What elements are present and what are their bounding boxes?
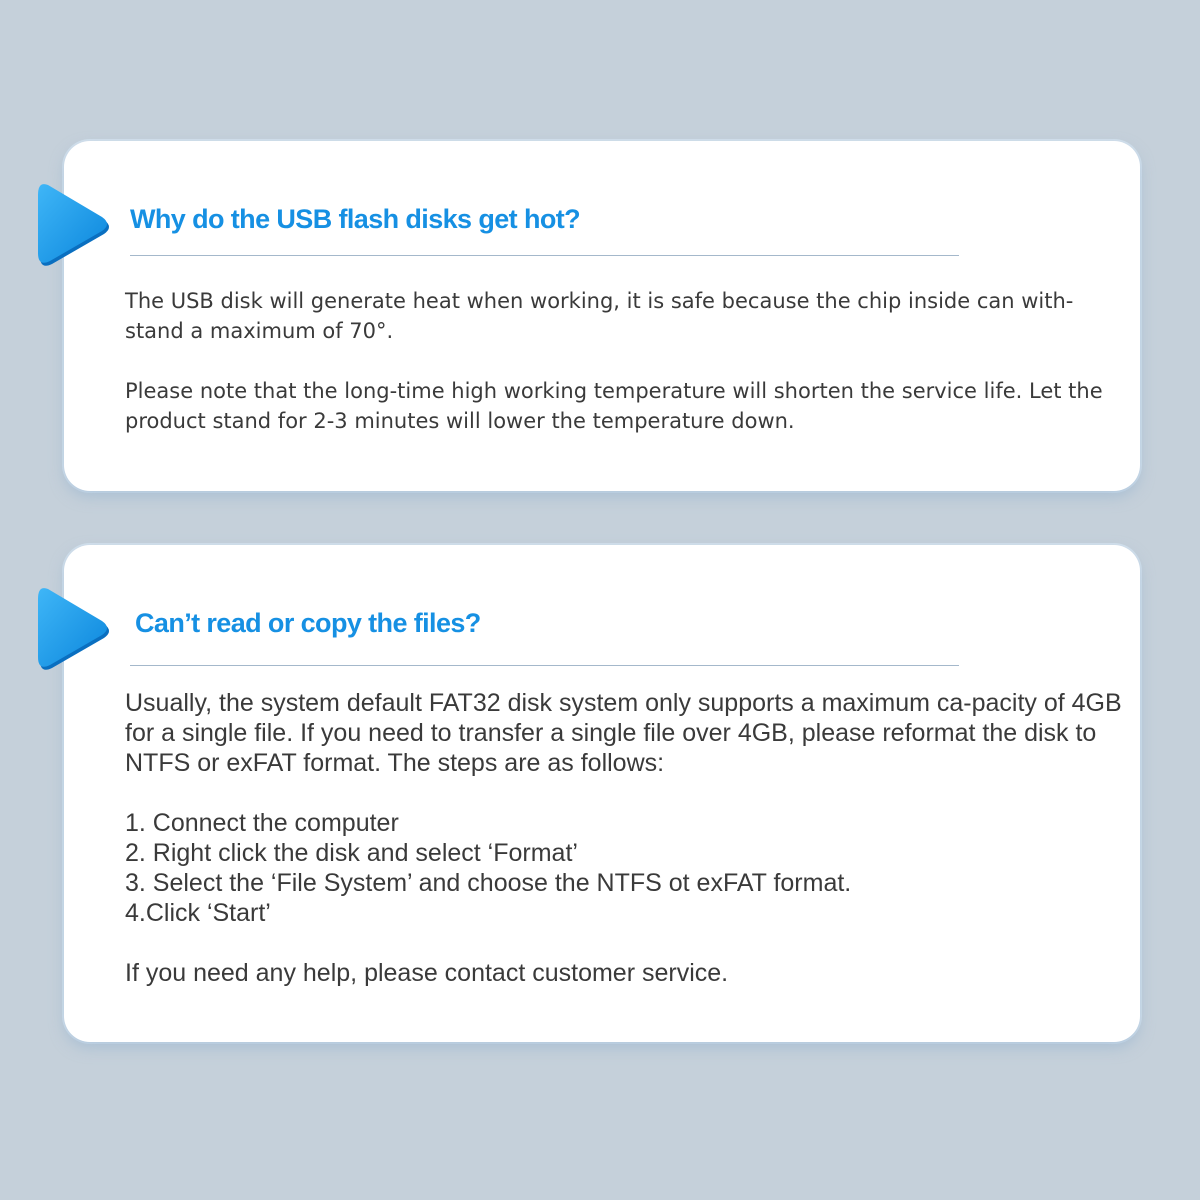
- answer-paragraph: Please note that the long-time high working temperature will shorten the service life. Let the product stand for 2-3 minutes will lower the temperature down.: [125, 379, 1103, 433]
- answer-closing: If you need any help, please contact customer service.: [125, 959, 729, 987]
- play-triangle-icon: [34, 585, 110, 671]
- answer-intro: Usually, the system default FAT32 disk system only supports a maximum ca-pacity of 4GB for a single file. If you need to transfer a single file over 4GB, please reformat the disk to NTFS or exFAT format. The steps are as follows:: [125, 689, 1122, 777]
- faq-answer: [125, 688, 1135, 988]
- play-triangle-icon: [34, 181, 110, 267]
- step-item: 2. Right click the disk and select ‘Format’: [125, 839, 578, 867]
- faq-card-file-copy: [64, 545, 1140, 1042]
- step-item: 1. Connect the computer: [125, 809, 399, 837]
- faq-answer: [125, 286, 1125, 436]
- step-item: 4.Click ‘Start’: [125, 899, 271, 927]
- step-item: 3. Select the ‘File System’ and choose the NTFS ot exFAT format.: [125, 869, 852, 897]
- answer-paragraph: The USB disk will generate heat when working, it is safe because the chip inside can with-stand a maximum of 70°.: [125, 289, 1074, 343]
- title-divider: [130, 255, 959, 256]
- faq-question-title: Why do the USB flash disks get hot?: [130, 204, 581, 234]
- format-steps-list: [125, 808, 1135, 928]
- faq-question-title: Can’t read or copy the files?: [135, 608, 481, 638]
- faq-card-usb-heat: [64, 141, 1140, 491]
- title-divider: [130, 665, 959, 666]
